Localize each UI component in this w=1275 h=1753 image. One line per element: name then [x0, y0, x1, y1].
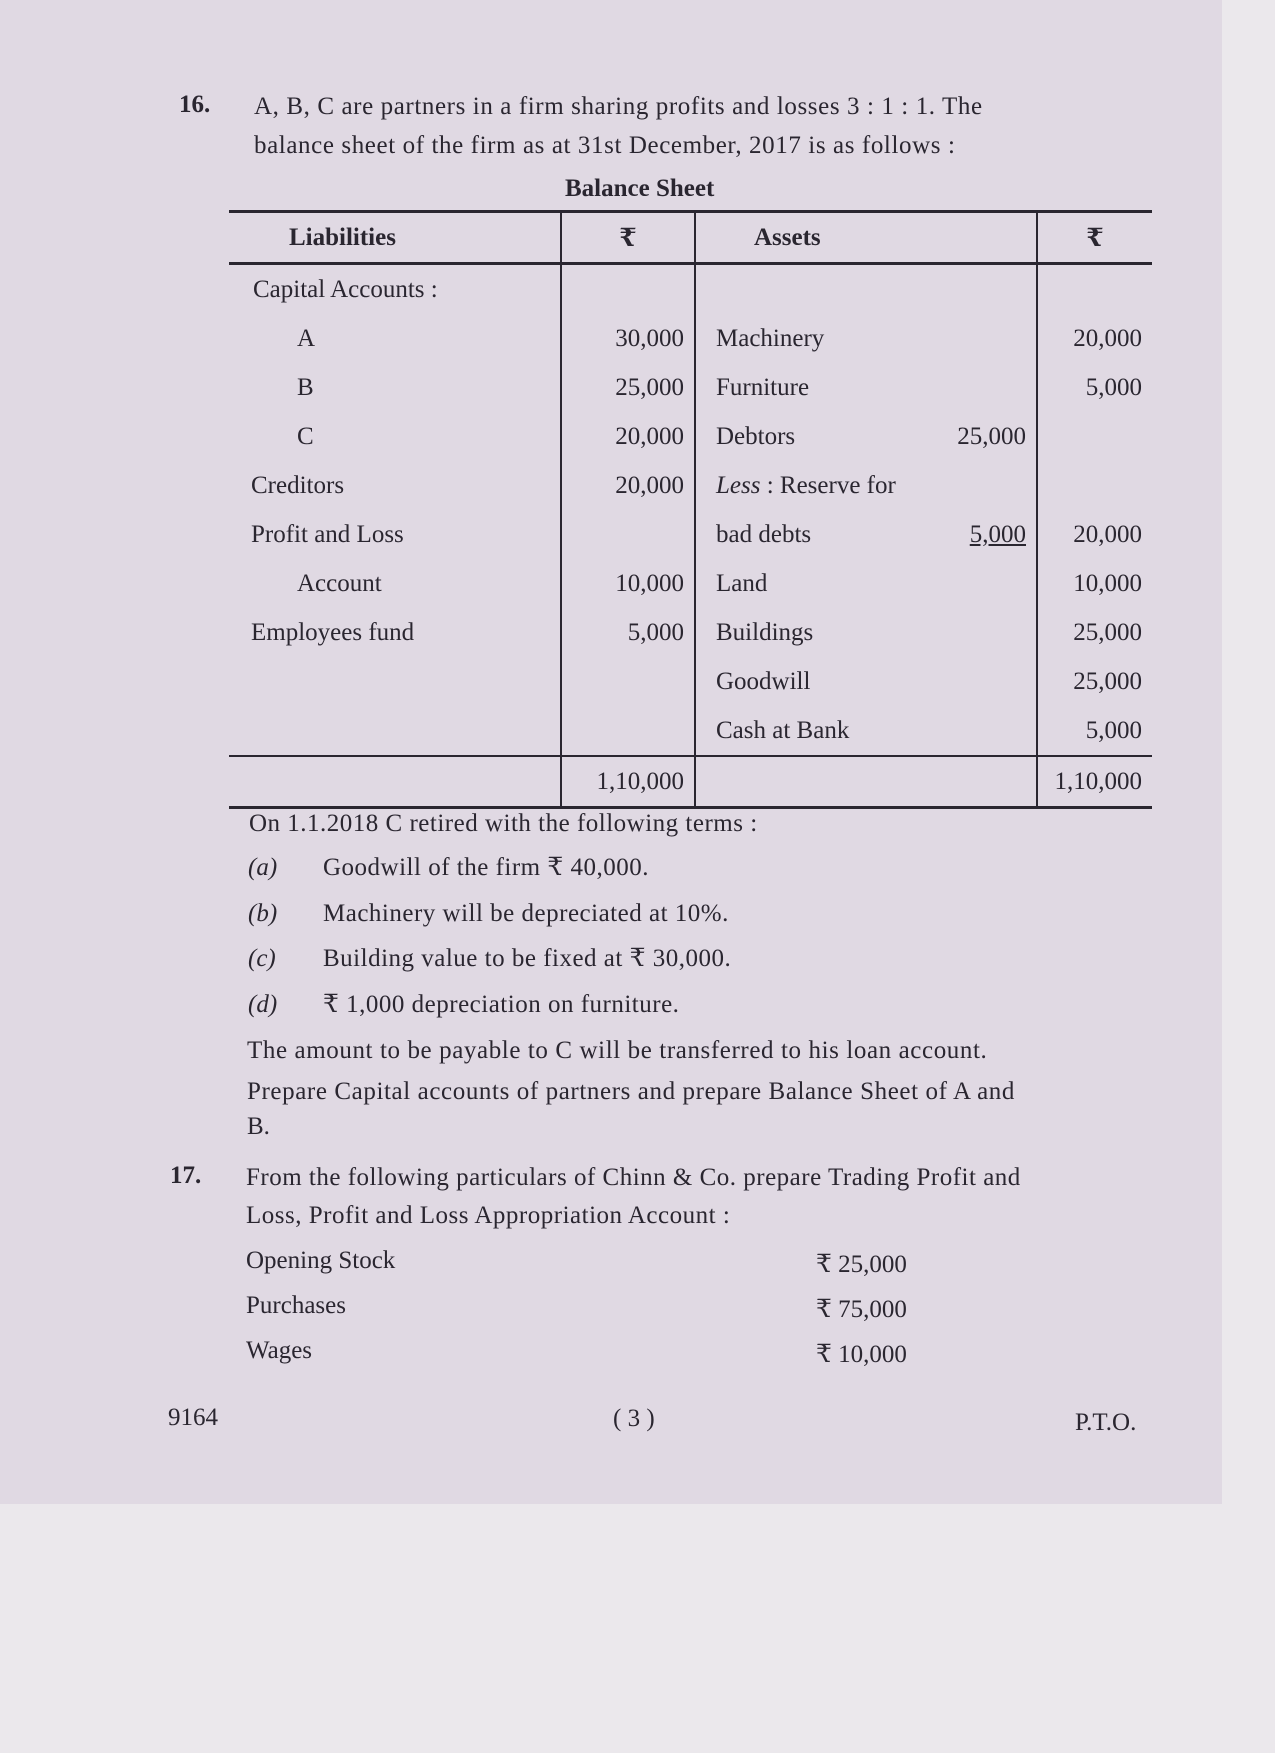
- question-number-17: 17.: [170, 1162, 202, 1189]
- asset-amount: 5,000: [1037, 363, 1152, 412]
- table-row: [229, 559, 1152, 608]
- asset-amount: 20,000: [1037, 314, 1152, 363]
- asset-label: Goodwill: [695, 657, 1037, 706]
- asset-inner-amount: 5,000: [969, 520, 1026, 548]
- liability-label: C: [297, 422, 314, 450]
- q16-para-line3: B.: [247, 1113, 270, 1140]
- asset-label: Furniture: [695, 363, 1037, 412]
- term-label: (a): [248, 854, 278, 881]
- asset-inner-amount: 25,000: [957, 422, 1026, 450]
- asset-amount: 25,000: [1037, 608, 1152, 657]
- balance-sheet-title: Balance Sheet: [565, 175, 715, 202]
- header-assets: Assets: [695, 212, 1037, 264]
- term-label: (d): [248, 991, 278, 1018]
- asset-amount: [1037, 264, 1152, 315]
- liability-amount: 20,000: [561, 412, 695, 461]
- term-text: ₹ 1,000 depreciation on furniture.: [323, 991, 680, 1018]
- liability-label: Profit and Loss: [251, 520, 404, 548]
- asset-amount: [1037, 412, 1152, 461]
- header-rupee: ₹: [1037, 212, 1152, 264]
- liability-amount: 30,000: [561, 314, 695, 363]
- liability-label: A: [297, 324, 316, 352]
- liability-amount: [561, 706, 695, 756]
- asset-label: [695, 264, 1037, 315]
- particular-label: Wages: [246, 1337, 313, 1364]
- term-text: Machinery will be depreciated at 10%.: [323, 900, 729, 927]
- q16-para-line1: The amount to be payable to C will be transferred to his loan account.: [247, 1037, 988, 1064]
- q16-para-line2: Prepare Capital accounts of partners and prepare Balance Sheet of A and: [247, 1078, 1016, 1105]
- liability-label: B: [297, 373, 314, 401]
- paper-code: 9164: [168, 1404, 218, 1431]
- liability-amount: [561, 264, 695, 315]
- asset-amount: 10,000: [1037, 559, 1152, 608]
- liability-label: [229, 657, 561, 706]
- asset-label: : Reserve for: [760, 471, 896, 499]
- retirement-intro: On 1.1.2018 C retired with the following terms :: [249, 810, 758, 837]
- table-row: [229, 657, 1152, 706]
- term-text: Goodwill of the firm ₹ 40,000.: [323, 854, 650, 881]
- total-liabilities: 1,10,000: [561, 756, 695, 808]
- liability-amount: [561, 657, 695, 706]
- table-row: [229, 510, 1152, 559]
- liability-amount: 20,000: [561, 461, 695, 510]
- table-row: [229, 706, 1152, 756]
- asset-label: Cash at Bank: [695, 706, 1037, 756]
- asset-amount: 20,000: [1037, 510, 1152, 559]
- header-liabilities: Liabilities: [229, 212, 561, 264]
- page-number: ( 3 ): [613, 1405, 655, 1432]
- term-text: Building value to be fixed at ₹ 30,000.: [323, 945, 732, 972]
- q17-line2: Loss, Profit and Loss Appropriation Account :: [246, 1202, 731, 1229]
- asset-label: Machinery: [695, 314, 1037, 363]
- please-turn-over: P.T.O.: [1075, 1409, 1137, 1436]
- asset-label: Debtors: [716, 422, 796, 450]
- liability-label: Capital Accounts :: [253, 275, 438, 303]
- total-label-blank: [695, 756, 1037, 808]
- liability-amount: [561, 510, 695, 559]
- table-row: [229, 608, 1152, 657]
- liability-label: [229, 706, 561, 756]
- q16-line2: balance sheet of the firm as at 31st December, 2017 is as follows :: [254, 132, 956, 159]
- q16-line1: A, B, C are partners in a firm sharing profits and losses 3 : 1 : 1. The: [254, 93, 983, 120]
- liability-amount: 5,000: [561, 608, 695, 657]
- asset-label-italic: Less: [716, 471, 761, 499]
- liability-amount: 10,000: [561, 559, 695, 608]
- liability-label: Account: [297, 569, 382, 597]
- particular-amount: ₹ 75,000: [816, 1296, 907, 1323]
- asset-amount: [1037, 461, 1152, 510]
- table-row: [229, 461, 1152, 510]
- total-label-blank: [229, 756, 561, 808]
- total-assets: 1,10,000: [1037, 756, 1152, 808]
- table-total-row: [229, 756, 1152, 808]
- asset-label: Buildings: [695, 608, 1037, 657]
- asset-label: Land: [695, 559, 1037, 608]
- asset-cell: [695, 412, 1037, 461]
- asset-cell: [695, 461, 1037, 510]
- table-header-row: [229, 212, 1152, 264]
- table-row: [229, 363, 1152, 412]
- particular-amount: ₹ 25,000: [816, 1251, 907, 1278]
- table-row: [229, 264, 1152, 315]
- table-row: [229, 412, 1152, 461]
- term-label: (b): [248, 900, 278, 927]
- q17-line1: From the following particulars of Chinn & Co. prepare Trading Profit and: [246, 1164, 1021, 1191]
- table-row: [229, 314, 1152, 363]
- balance-sheet-table: [229, 210, 1152, 809]
- liability-amount: 25,000: [561, 363, 695, 412]
- particular-label: Opening Stock: [246, 1247, 396, 1274]
- asset-amount: 25,000: [1037, 657, 1152, 706]
- particular-label: Purchases: [246, 1292, 346, 1319]
- header-rupee: ₹: [561, 212, 695, 264]
- liability-label: Employees fund: [251, 618, 415, 646]
- question-number-16: 16.: [179, 91, 211, 118]
- particular-amount: ₹ 10,000: [816, 1341, 907, 1368]
- liability-label: Creditors: [251, 471, 345, 499]
- asset-label: bad debts: [716, 520, 812, 548]
- asset-cell: [695, 510, 1037, 559]
- term-label: (c): [248, 945, 276, 972]
- asset-amount: 5,000: [1037, 706, 1152, 756]
